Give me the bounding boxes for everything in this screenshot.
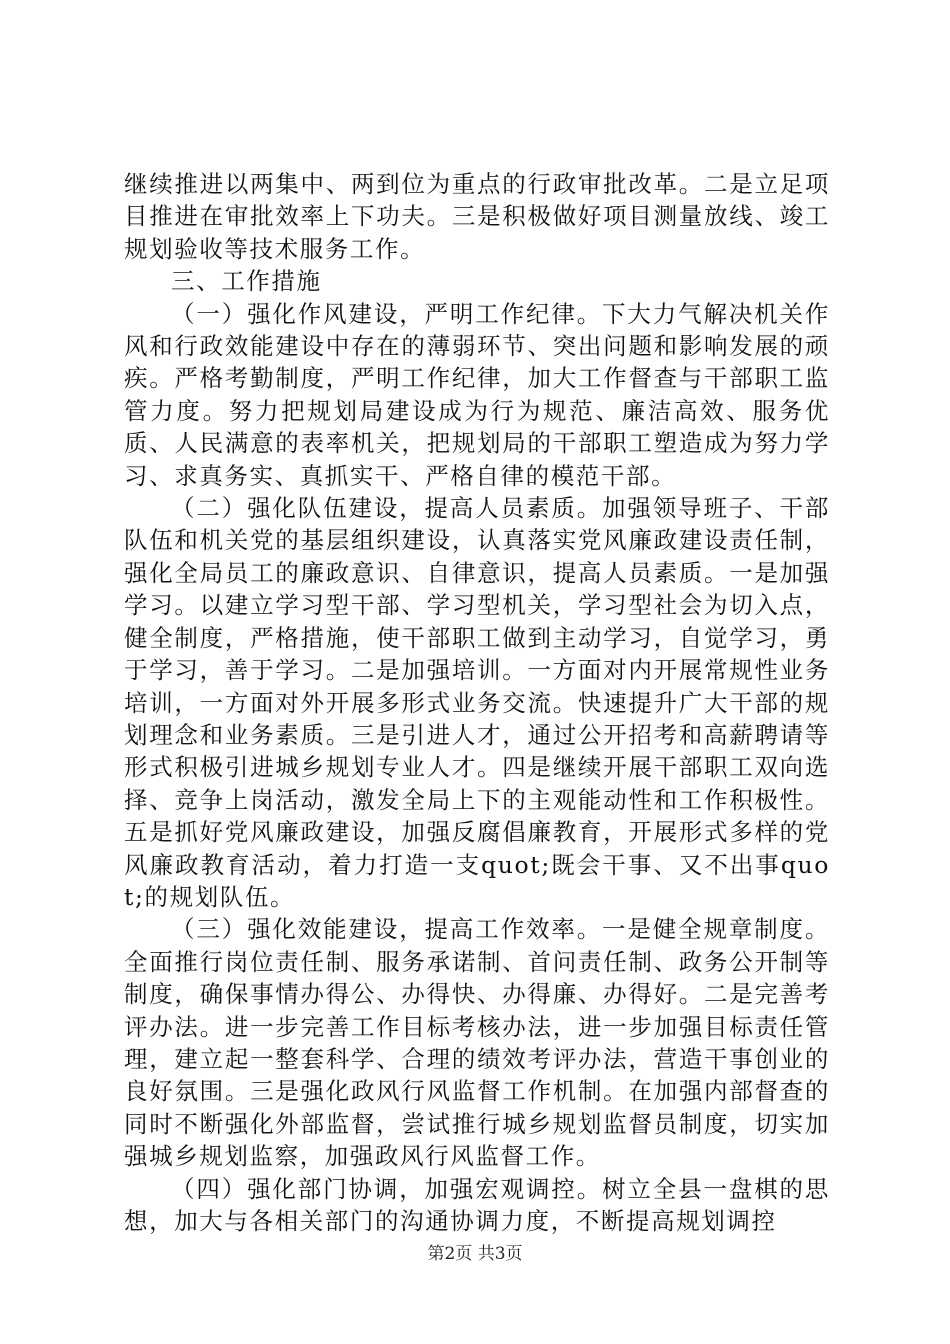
- page-number-label: 第2页 共3页: [427, 1244, 523, 1264]
- paragraph-measure-4: （四）强化部门协调，加强宏观调控。树立全县一盘棋的思想，加大与各相关部门的沟通协调力度，不断提高规划调控: [124, 1174, 830, 1235]
- paragraph-measure-1: （一）强化作风建设，严明工作纪律。下大力气解决机关作风和行政效能建设中存在的薄弱环节、突出问题和影响发展的顽疾。严格考勤制度，严明工作纪律，加大工作督查与干部职工监管力度。努力把规划局建设成为行为规范、廉洁高效、服务优质、人民满意的表率机关，把规划局的干部职工塑造成为努力学习、求真务实、真抓实干、严格自律的模范干部。: [124, 299, 830, 490]
- paragraph-measure-2: （二）强化队伍建设，提高人员素质。加强领导班子、干部队伍和机关党的基层组织建设，认真落实党风廉政建设责任制，强化全局员工的廉政意识、自律意识，提高人员素质。一是加强学习。以建立学习型干部、学习型机关，学习型社会为切入点，健全制度，严格措施，使干部职工做到主动学习，自觉学习，勇于学习，善于学习。二是加强培训。一方面对内开展常规性业务培训，一方面对外开展多形式业务交流。快速提升广大干部的规划理念和业务素质。三是引进人才，通过公开招考和高薪聘请等形式积极引进城乡规划专业人才。四是继续开展干部职工双向选择、竞争上岗活动，激发全局上下的主观能动性和工作积极性。五是抓好党风廉政建设，加强反腐倡廉教育，开展形式多样的党风廉政教育活动，着力打造一支quot;既会干事、又不出事quot;的规划队伍。: [124, 494, 830, 911]
- paragraph-continuation: 继续推进以两集中、两到位为重点的行政审批改革。二是立足项目推进在审批效率上下功夫。三是积极做好项目测量放线、竣工规划验收等技术服务工作。: [124, 170, 830, 263]
- paragraph-measure-3: （三）强化效能建设，提高工作效率。一是健全规章制度。全面推行岗位责任制、服务承诺制、首问责任制、政务公开制等制度，确保事情办得公、办得快、办得廉、办得好。二是完善考评办法。进一步完善工作目标考核办法，进一步加强目标责任管理，建立起一整套科学、合理的绩效考评办法，营造干事创业的良好氛围。三是强化政风行风监督工作机制。在加强内部督查的同时不断强化外部监督，尝试推行城乡规划监督员制度，切实加强城乡规划监察，加强政风行风监督工作。: [124, 915, 830, 1171]
- document-body: [124, 168, 830, 1237]
- page-footer: [0, 1243, 950, 1265]
- section-heading-measures: 三、工作措施: [171, 267, 322, 296]
